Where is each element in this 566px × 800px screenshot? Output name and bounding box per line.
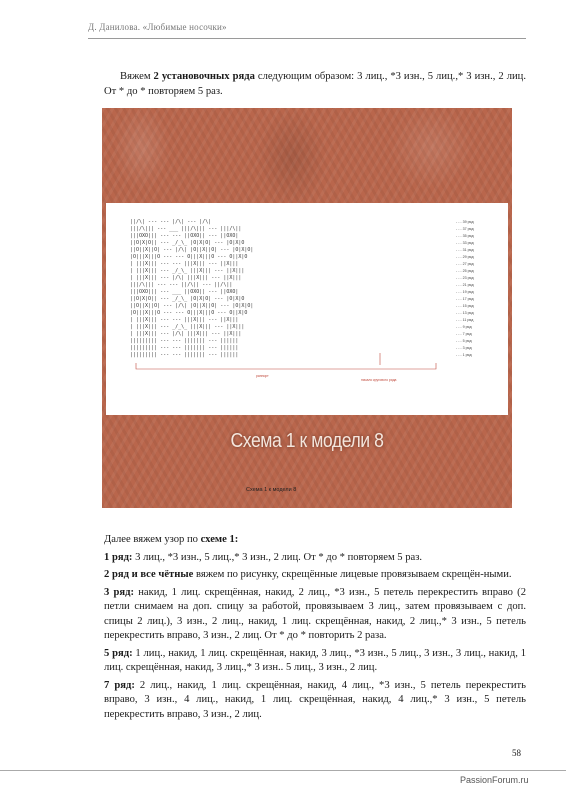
row-label: - - - 39 ряд: [456, 220, 474, 224]
row-label: - - - 1 ряд: [456, 353, 472, 357]
pattern-chart-card: [106, 203, 508, 493]
row-2: [104, 568, 526, 583]
lead-bold: схеме 1:: [200, 534, 239, 545]
row-label: - - - 21 ряд: [456, 283, 474, 287]
row-1-label: 1 ряд:: [104, 551, 133, 563]
start-label: начало кругового ряда: [361, 378, 397, 382]
instructions-lead: [104, 533, 526, 548]
row-label: - - - 27 ряд: [456, 262, 474, 266]
row-1-text: 3 лиц., *3 изн., 5 лиц.,* 3 изн., 2 лиц. От * до * повторяем 5 раз.: [132, 551, 423, 563]
row-label: - - - 23 ряд: [456, 276, 474, 280]
chart-caption: Схема 1 к модели 8: [246, 487, 297, 493]
chart-row: |||/\||| --- --- ||/\|| --- ||/\||: [130, 282, 233, 288]
chart-row: |O|||X|||O --- --- O|||X|||O --- O||X|O: [130, 310, 248, 316]
chart-row: | |||X||| --- _/_\_ |||X||| --- ||X|||: [130, 268, 245, 274]
intro-pre: Вяжем: [120, 71, 154, 82]
chart-row: ||||||||| --- --- ||||||| --- ||||||: [130, 345, 239, 351]
chart-row: ||O||X||O| --- |/\| |O||X||O| --- |O|X|O|: [130, 247, 254, 253]
row-label: - - - 33 ряд: [456, 241, 474, 245]
instructions: [104, 533, 526, 725]
row-7-label: 7 ряд:: [104, 679, 135, 691]
footer-rule: [0, 770, 566, 771]
row-label: - - - 29 ряд: [456, 255, 474, 259]
intro-bold: 2 установочных ряда: [153, 71, 255, 82]
row-2-text: вяжем по рисунку, скрещённые лицевые провязываем скрещён-ными.: [193, 569, 512, 580]
row-label: - - - 17 ряд: [456, 297, 474, 301]
row-2-label: 2 ряд и все чётные: [104, 569, 194, 580]
chart-row: ||||||||| --- --- ||||||| --- ||||||: [130, 352, 239, 358]
repeat-bracket: [136, 363, 436, 369]
row-label: - - - 35 ряд: [456, 234, 474, 238]
chart-row: | |||X||| --- |/\| |||X||| --- ||X|||: [130, 331, 242, 337]
chart-row: | |||X||| --- _/_\_ |||X||| --- ||X|||: [130, 324, 245, 330]
chart-row: ||||||||| --- --- ||||||| --- ||||||: [130, 338, 239, 344]
row-5: [104, 647, 526, 676]
knitting-photo: [102, 108, 512, 508]
row-label: - - - 37 ряд: [456, 227, 474, 231]
row-label: - - - 5 ряд: [456, 339, 472, 343]
row-label: - - - 9 ряд: [456, 325, 472, 329]
pattern-chart: [106, 203, 508, 415]
row-5-text: 1 лиц., накид, 1 лиц. скрещённая, накид, 3 лиц., *3 изн., 5 лиц., 3 изн., 3 лиц., накид, 1 лиц. скрещённая, накид, 3 лиц.,* 3 изн.. 5 лиц., 3 изн., 2 лиц.: [104, 647, 526, 673]
chart-row: |O|||X|||O --- --- O|||X|||O --- O||X|O: [130, 254, 248, 260]
chart-row: ||O|X|O|| --- _/_\_ |O|X|O| --- |O|X|O: [130, 240, 245, 246]
chart-row: | |||X||| --- --- |||X||| --- ||X|||: [130, 317, 239, 323]
row-3-label: 3 ряд:: [104, 586, 135, 598]
page-number: 58: [512, 748, 521, 758]
row-3-text: накид, 1 лиц. скрещённая, накид, 2 лиц., *3 изн., 5 петель перекрестить вправо (2 петли снимаем на доп. спицу за работой, провязываем 3 лиц., затем провязываем с доп. спицы 2 лиц.), 3 изн., 2 лиц., накид, 1 лиц. скрещённая, накид, 2 лиц.,* 3 изн., 5 петель перекрестить вправо, 3 изн., 2 лиц. От * до * повторить 2 раза.: [104, 586, 526, 641]
lead-text: Далее вяжем узор по: [104, 534, 201, 545]
intro-post: следующим образом: 3 лиц., *3 изн., 5 лиц.,* 3 изн., 2 лиц. От * до * повторяем 5 раз.: [104, 71, 526, 97]
chart-row: ||O||X||O| --- |/\| |O||X||O| --- |O|X|O|: [130, 303, 254, 309]
chart-row: ||/\| --- --- |/\| --- |/\|: [130, 219, 212, 225]
running-header: Д. Данилова. «Любимые носочки»: [88, 22, 227, 32]
chart-row: | |||X||| --- |/\| |||X||| --- ||X|||: [130, 275, 242, 281]
chart-row: | |||X||| --- --- |||X||| --- ||X|||: [130, 261, 239, 267]
row-5-label: 5 ряд:: [104, 647, 133, 659]
row-label: - - - 13 ряд: [456, 311, 474, 315]
intro-paragraph: [104, 69, 526, 99]
row-1: [104, 551, 526, 566]
row-3: [104, 586, 526, 644]
header-rule: [88, 38, 526, 39]
chart-row: ||O|X|O|| --- _/_\_ |O|X|O| --- |O|X|O: [130, 296, 245, 302]
row-label: - - - 11 ряд: [456, 318, 474, 322]
photo-title: Схема 1 к модели 8: [230, 430, 384, 452]
row-label: - - - 31 ряд: [456, 248, 474, 252]
chart-row: |||OXO||| --- --- ||OXO|| --- ||OXO|: [130, 233, 239, 239]
row-label: - - - 3 ряд: [456, 346, 472, 350]
row-label: - - - 7 ряд: [456, 332, 472, 336]
row-7-text: 2 лиц., накид, 1 лиц. скрещённая, накид, 4 лиц., *3 изн., 5 петель перекрестить вправо, 3 изн., 4 лиц., накид, 1 лиц. скрещённая, накид, 4 лиц.,* 3 изн., 5 петель перекрестить вправо, 3 изн., 2 лиц.: [104, 679, 526, 720]
row-label: - - - 25 ряд: [456, 269, 474, 273]
row-7: [104, 679, 526, 723]
chart-row: |||/\||| --- ___ |||/\||| --- |||/\||: [130, 226, 242, 232]
row-label: - - - 15 ряд: [456, 304, 474, 308]
repeat-label: раппорт: [256, 374, 269, 378]
site-watermark: PassionForum.ru: [460, 775, 529, 785]
chart-row: |||OXO||| --- ___ ||OXO|| --- ||OXO|: [130, 289, 239, 295]
row-label: - - - 19 ряд: [456, 290, 474, 294]
